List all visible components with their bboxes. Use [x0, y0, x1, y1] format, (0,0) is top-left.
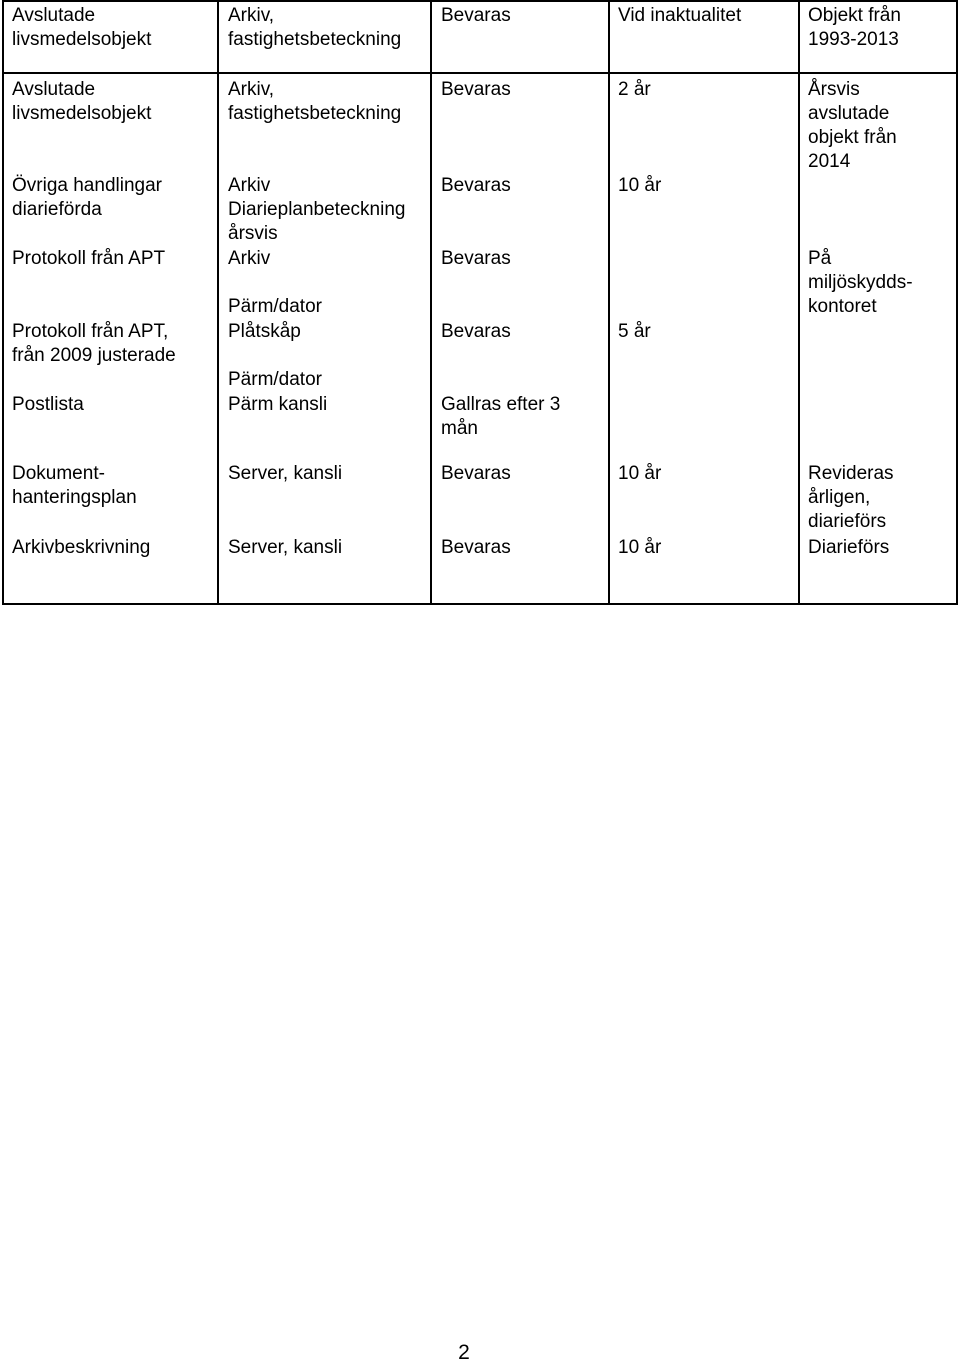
row-divider [2, 72, 958, 74]
table-cell-document-type: Övriga handlingar diarieförda [12, 175, 162, 220]
table-cell-storage: Arkiv, fastighetsbeteckning [228, 79, 402, 124]
table-cell-retention: 2 år [618, 79, 651, 100]
table-cell-document-type: Dokument- hanteringsplan [12, 463, 137, 508]
table-cell-storage: Plåtskåp Pärm/dator [228, 321, 322, 390]
table-cell-action: Bevaras [441, 321, 511, 342]
table-cell-action: Bevaras [441, 248, 511, 269]
table-border-right [956, 0, 958, 605]
table-cell-document-type: Arkivbeskrivning [12, 537, 151, 558]
column-divider-note [798, 0, 800, 605]
table-cell-note: Årsvis avslutade objekt från 2014 [808, 79, 897, 172]
table-border-bottom [2, 603, 958, 605]
table-cell-storage: Arkiv Pärm/dator [228, 248, 322, 317]
table-cell-storage: Pärm kansli [228, 394, 328, 415]
table-cell-retention: 5 år [618, 321, 651, 342]
table-cell-document-type: Protokoll från APT, från 2009 justerade [12, 321, 176, 366]
table-border-top [2, 0, 958, 2]
table-cell-retention: 10 år [618, 537, 662, 558]
table-cell-retention: 10 år [618, 175, 662, 196]
table-cell-retention: Vid inaktualitet [618, 5, 742, 26]
table-cell-storage: Arkiv Diarieplanbeteckning årsvis [228, 175, 406, 244]
table-cell-storage: Server, kansli [228, 537, 343, 558]
table-cell-storage: Server, kansli [228, 463, 343, 484]
table-cell-note: På miljöskydds- kontoret [808, 248, 913, 317]
table-border-left [2, 0, 4, 605]
column-divider-retention [608, 0, 610, 605]
table-cell-action: Bevaras [441, 5, 511, 26]
table-cell-note: Diarieförs [808, 537, 890, 558]
records-table [2, 0, 958, 605]
table-cell-action: Gallras efter 3 mån [441, 394, 561, 439]
table-cell-action: Bevaras [441, 463, 511, 484]
table-cell-document-type: Avslutade livsmedelsobjekt [12, 5, 152, 50]
column-divider-action [430, 0, 432, 605]
table-cell-document-type: Postlista [12, 394, 84, 415]
column-divider-storage [217, 0, 219, 605]
table-cell-document-type: Avslutade livsmedelsobjekt [12, 79, 152, 124]
table-cell-note: Revideras årligen, diarieförs [808, 463, 894, 532]
table-cell-storage: Arkiv, fastighetsbeteckning [228, 5, 402, 50]
table-cell-action: Bevaras [441, 79, 511, 100]
table-cell-note: Objekt från 1993-2013 [808, 5, 901, 50]
page-number: 2 [458, 1341, 470, 1364]
table-cell-action: Bevaras [441, 537, 511, 558]
table-cell-action: Bevaras [441, 175, 511, 196]
table-cell-document-type: Protokoll från APT [12, 248, 166, 269]
table-cell-retention: 10 år [618, 463, 662, 484]
